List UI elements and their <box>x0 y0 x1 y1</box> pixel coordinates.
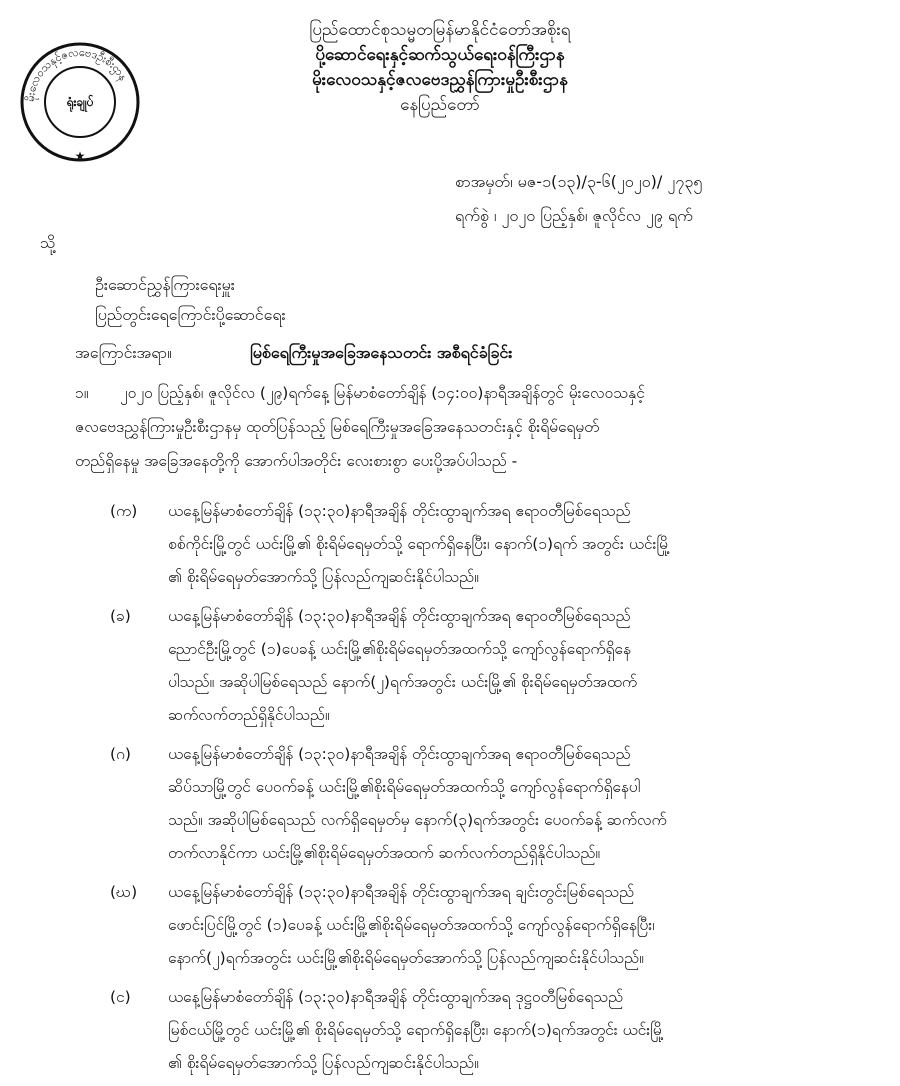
letterhead <box>240 18 640 118</box>
office-seal <box>18 40 142 164</box>
item-line: ယနေ့မြန်မာစံတော်ချိန် (၁၃:၃၀)နာရီအချိန် တိုင်းထွာချက်အရ ဧရာဝတီမြစ်ရေသည် <box>168 607 631 625</box>
item-line: ၏ စိုးရိမ်ရေမှတ်အောက်သို့ ပြန်လည်ကျဆင်းနိုင်ပါသည်။ <box>168 1054 479 1072</box>
item-line: ၏ စိုးရိမ်ရေမှတ်အောက်သို့ ပြန်လည်ကျဆင်းနိုင်ပါသည်။ <box>168 568 479 586</box>
item-line: သည်။ အဆိုပါမြစ်ရေသည် လက်ရှိရေမှတ်မှ နောက်(၃)ရက်အတွင်း ပေဝက်ခန့် ဆက်လက် <box>168 811 667 829</box>
intro-line: တည်ရှိနေမှု အခြေအနေတို့ကို အောက်ပါအတိုင်း လေးစားစွာ ပေးပို့အပ်ပါသည် - <box>75 452 518 470</box>
seal-star-icon: ★ <box>74 149 86 163</box>
intro-line <box>75 376 865 410</box>
subject-line <box>75 342 512 366</box>
item-line: ဆိပ်သာမြို့တွင် ပေဝက်ခန့် ယင်းမြို့၏စိုးရိမ်ရေမှတ်အထက်သို့ ကျော်လွန်ရောက်ရှိနေပါ <box>168 778 641 796</box>
item-marker: (င) <box>110 988 131 1006</box>
item-line: ပါသည်။ အဆိုပါမြစ်ရေသည် နောက်(၂)ရက်အတွင်း ယင်းမြို့၏ စိုးရိမ်ရေမှတ်အထက် <box>168 673 637 691</box>
intro-line: ဇလဗေဒညွှန်ကြားမှုဦးစီးဌာနမှ ထုတ်ပြန်သည့် မြစ်ရေကြီးမှုအခြေအနေသတင်းနှင့် စိုးရိမ်ရေမှတ် <box>75 418 600 436</box>
addressee-office: ပြည်တွင်းရေကြောင်းပို့ဆောင်ရေး <box>95 305 286 324</box>
item-line: ဆက်လက်တည်ရှိနိုင်ပါသည်။ <box>168 706 330 724</box>
letterhead-line-government: ပြည်ထောင်စုသမ္မတမြန်မာနိုင်ငံတော်အစိုးရ <box>309 20 571 40</box>
letterhead-line-department: မိုးလေဝသနှင့်ဇလဗေဒညွှန်ကြားမှုဦးစီးဌာန <box>312 70 568 90</box>
item-line: ယနေ့မြန်မာစံတော်ချိန် (၁၃:၃၀)နာရီအချိန် တိုင်းထွာချက်အရ ဧရာဝတီမြစ်ရေသည် <box>168 745 631 763</box>
subject-text: မြစ်ရေကြီးမှုအခြေအနေသတင်း အစီရင်ခံခြင်း <box>250 343 513 362</box>
reference-block <box>455 165 895 233</box>
letter-date: ရက်စွဲ ၊ ၂၀၂၀ ပြည့်နှစ်၊ ဇူလိုင်လ ၂၉ ရက် <box>455 206 693 225</box>
letterhead-line-ministry: ပို့ဆောင်ရေးနှင့်ဆက်သွယ်ရေးဝန်ကြီးဌာန <box>315 45 565 65</box>
item-body <box>168 981 810 1080</box>
seal-ring-text: မိုးလေဝသနှင့်ဇလဗေဒဦးစီးဌာန <box>23 45 130 103</box>
intro-line-text: ၂၀၂၀ ပြည့်နှစ်၊ ဇူလိုင်လ (၂၉)ရက်နေ့ မြန်မာစံတော်ချိန် (၁၄:၀၀)နာရီအချိန်တွင် မိုးလေဝသနှင့် <box>120 384 645 402</box>
report-items <box>110 495 810 1086</box>
list-item <box>110 876 810 975</box>
item-body <box>168 495 810 594</box>
list-item <box>110 738 810 870</box>
subject-label: အကြောင်းအရာ။ <box>75 343 172 362</box>
item-marker: (ဂ) <box>110 745 131 763</box>
seal-center-text: ရုံးချုပ် <box>66 95 94 109</box>
item-line: ညောင်ဦးမြို့တွင် (၁)ပေခန့် ယင်းမြို့၏စိုးရိမ်ရေမှတ်အထက်သို့ ကျော်လွန်ရောက်ရှိနေ <box>168 640 631 658</box>
list-item <box>110 981 810 1080</box>
list-item <box>110 600 810 732</box>
item-line: မြစ်ငယ်မြို့တွင် ယင်းမြို့၏ စိုးရိမ်ရေမှတ်သို့ ရောက်ရှိနေပြီး၊ နောက်(၁)ရက်အတွင်း ယင်းမြို့ <box>168 1021 665 1039</box>
item-line: ယနေ့မြန်မာစံတော်ချိန် (၁၃:၃၀)နာရီအချိန် တိုင်းထွာချက်အရ ချင်းတွင်းမြစ်ရေသည် <box>168 883 635 901</box>
item-body <box>168 876 810 975</box>
item-body <box>168 738 810 870</box>
item-line: ဖောင်းပြင်မြို့တွင် (၁)ပေခန့် ယင်းမြို့၏စိုးရိမ်ရေမှတ်အထက်သို့ ကျော်လွန်ရောက်ရှိနေပြီး၊ <box>168 916 655 934</box>
item-line: ယနေ့မြန်မာစံတော်ချိန် (၁၃:၃၀)နာရီအချိန် တိုင်းထွာချက်အရ ဧရာဝတီမြစ်ရေသည် <box>168 502 631 520</box>
item-line: နောက်(၂)ရက်အတွင်း ယင်းမြို့၏စိုးရိမ်ရေမှတ်အောက်သို့ ပြန်လည်ကျဆင်းနိုင်ပါသည်။ <box>168 949 644 967</box>
to-label: သို့ <box>40 233 56 252</box>
letter-number: စာအမှတ်၊ မဇ-၁(၁၃)/၃-၆(၂၀၂၀)/ ၂၇၃၅ <box>455 172 703 191</box>
intro-paragraph <box>75 376 865 478</box>
paragraph-number: ၁။ <box>75 384 89 402</box>
item-line: စစ်ကိုင်းမြို့တွင် ယင်းမြို့၏ စိုးရိမ်ရေမှတ်သို့ ရောက်ရှိနေပြီး၊ နောက်(၁)ရက် အတွင်း ယင်းမြို့ <box>168 535 671 553</box>
letterhead-line-city: နေပြည်တော် <box>400 95 480 115</box>
item-marker: (ဃ) <box>110 883 138 901</box>
addressee-block <box>95 270 286 330</box>
list-item <box>110 495 810 594</box>
item-line: ယနေ့မြန်မာစံတော်ချိန် (၁၃:၃၀)နာရီအချိန် တိုင်းထွာချက်အရ ဒုဋ္ဌဝတီမြစ်ရေသည် <box>168 988 624 1006</box>
item-marker: (က) <box>110 502 138 520</box>
addressee-title: ဦးဆောင်ညွှန်ကြားရေးမှူး <box>95 275 235 294</box>
item-marker: (ခ) <box>110 607 131 625</box>
item-line: တက်လာနိုင်ကာ ယင်းမြို့၏စိုးရိမ်ရေမှတ်အထက် ဆက်လက်တည်ရှိနိုင်ပါသည်။ <box>168 844 601 862</box>
item-body <box>168 600 810 732</box>
